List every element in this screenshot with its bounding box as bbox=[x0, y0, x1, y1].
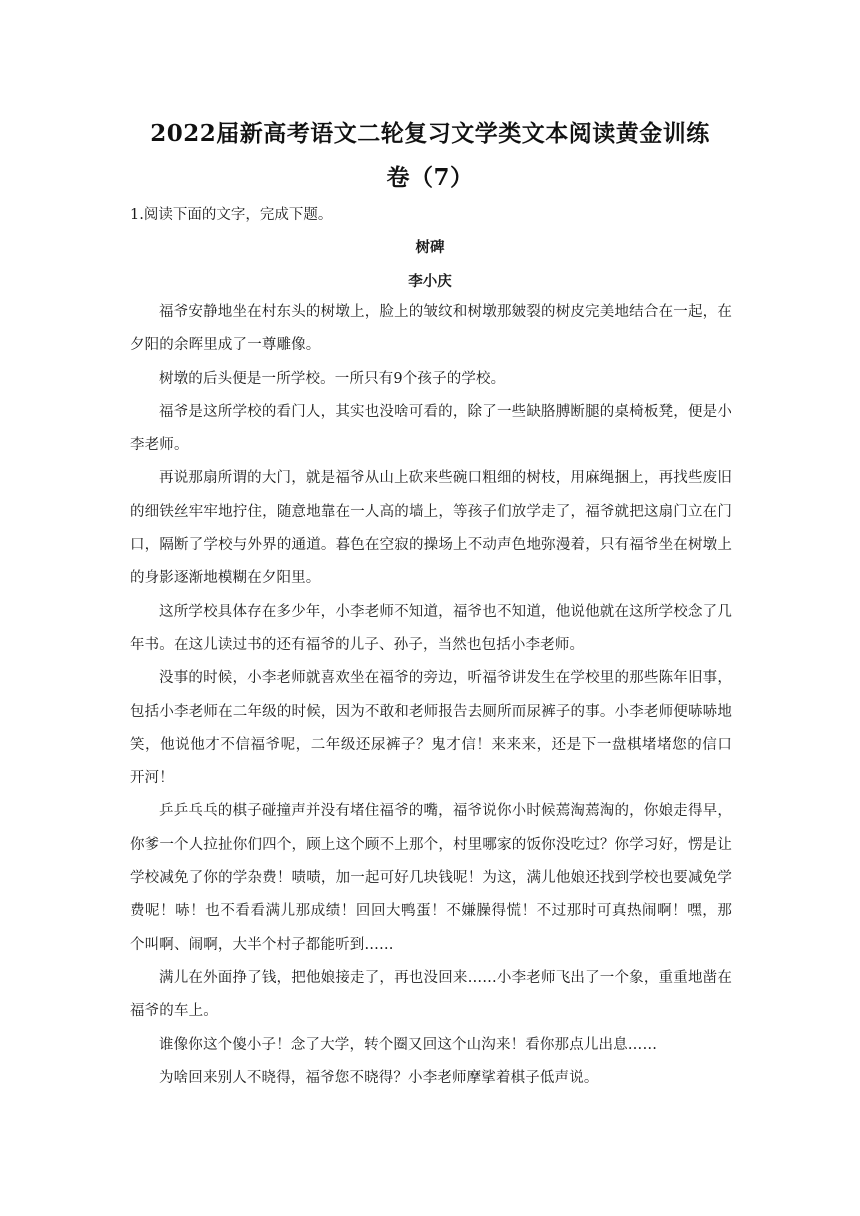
paragraph: 乒乒乓乓的棋子碰撞声并没有堵住福爷的嘴，福爷说你小时候蔫淘蔫淘的，你娘走得早，你爹一个人拉扯你们四个，顾上这个顾不上那个，村里哪家的饭你没吃过？你学习好，愣是让 学校减免了你的学杂费！啧啧，加一起可好几块钱呢！为这，满儿他娘还找到学校也要减免学 费呢！哧！也不看看满儿那成绩！回回大鸭蛋！不嫌臊得慌！不过那时可真热闹啊！嘿，那 个叫啊、闹啊，大半个村子都能听到…… bbox=[130, 803, 732, 953]
document-title-line1: 2022届新高考语文二轮复习文学类文本阅读黄金训练 bbox=[150, 120, 710, 147]
story-title: 树碑 bbox=[415, 239, 445, 256]
document-title-line2: 卷（7） bbox=[386, 164, 474, 191]
paragraph: 为啥回来别人不晓得，福爷您不晓得？小李老师摩挲着棋子低声说。 bbox=[159, 1069, 599, 1086]
paragraph: 谁像你这个傻小子！念了大学，转个圈又回这个山沟来！看你那点儿出息…… bbox=[159, 1036, 658, 1053]
story-body bbox=[130, 296, 732, 1095]
paragraph: 福爷是这所学校的看门人，其实也没啥可看的，除了一些缺胳膊断腿的桌椅板凳，便是小 李老师。 bbox=[130, 403, 732, 454]
paragraph: 满儿在外面挣了钱，把他娘接走了，再也没回来……小李老师飞出了一个象，重重地凿在 福爷的车上。 bbox=[130, 969, 732, 1020]
question-intro: 1.阅读下面的文字，完成下题。 bbox=[130, 207, 333, 223]
paragraph: 这所学校具体存在多少年，小李老师不知道，福爷也不知道，他说他就在这所学校念了几 年书。在这儿读过书的还有福爷的儿子、孙子，当然也包括小李老师。 bbox=[130, 603, 732, 653]
story-author: 李小庆 bbox=[408, 273, 452, 290]
paragraph: 树墩的后头便是一所学校。一所只有9个孩子的学校。 bbox=[159, 370, 506, 387]
paragraph: 福爷安静地坐在村东头的树墩上，脸上的皱纹和树墩那皴裂的树皮完美地结合在一起，在 夕阳的余晖里成了一尊雕像。 bbox=[130, 304, 732, 354]
paragraph: 没事的时候，小李老师就喜欢坐在福爷的旁边，听福爷讲发生在学校里的那些陈年旧事，包括小李老师在二年级的时候，因为不敢和老师报告去厕所而尿裤子的事。小李老师便哧哧地笑，他说他才不信福爷呢，二年级还尿裤子？鬼才信！来来来，还是下一盘棋堵堵您的信口 开河！ bbox=[130, 670, 732, 787]
paragraph: 再说那扇所谓的大门，就是福爷从山上砍来些碗口粗细的树枝，用麻绳捆上，再找些废旧 的细铁丝牢牢地拧住，随意地靠在一人高的墙上，等孩子们放学走了，福爷就把这扇门立在门 口，隔断了学校与外界的通道。暮色在空寂的操场上不动声色地弥漫着，只有福爷坐在树墩上 的身影逐渐地模糊在夕阳里。 bbox=[130, 470, 732, 587]
